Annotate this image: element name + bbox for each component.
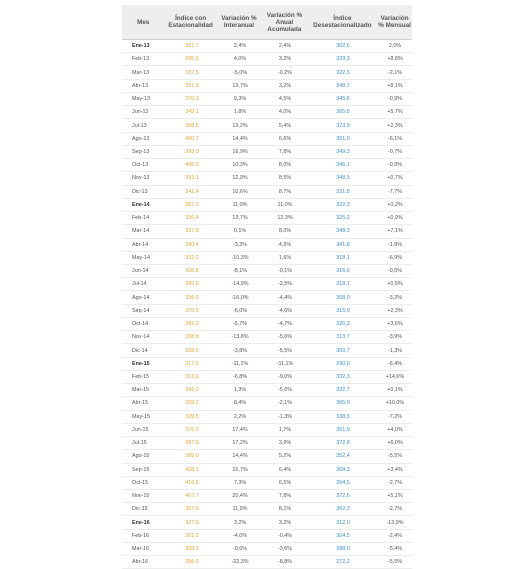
cell-mes: Abr-14 <box>132 241 149 248</box>
cell-mens: +3,6% <box>387 321 403 328</box>
cell-acum: -5,5% <box>277 347 293 354</box>
cell-des: 315,0 <box>336 307 350 314</box>
cell-inter: -3,3% <box>232 241 248 248</box>
cell-inter: -22,3% <box>231 559 249 566</box>
cell-idx: 370,5 <box>185 307 199 314</box>
cell-mens: -3,9% <box>387 334 403 341</box>
header-indice-desestacionalizado: Índice Desestacionalizado <box>313 15 372 29</box>
cell-mens: 2,0% <box>388 43 402 50</box>
cell-mes: Oct-13 <box>132 162 149 169</box>
table-row <box>122 186 412 199</box>
table-row <box>122 344 412 357</box>
cell-idx: 330,6 <box>185 281 199 288</box>
cell-mens: -1,3% <box>387 347 403 354</box>
cell-inter: 13,7% <box>232 82 248 89</box>
cell-des: 362,3 <box>336 506 350 513</box>
cell-acum: -0,2% <box>277 69 293 76</box>
cell-idx: 327,5 <box>185 519 199 526</box>
cell-mes: Sep-15 <box>132 466 150 473</box>
cell-acum: 1,6% <box>278 254 292 261</box>
cell-mens: -0,5% <box>387 268 403 275</box>
table-row <box>122 199 412 212</box>
cell-des: 329,3 <box>336 56 350 63</box>
cell-inter: -16,0% <box>231 294 249 301</box>
cell-mens: -3,2% <box>387 294 403 301</box>
cell-mens: +10,0% <box>385 400 405 407</box>
cell-mens: -7,2% <box>387 413 403 420</box>
cell-mens: +14,6% <box>385 373 405 380</box>
table-row <box>122 411 412 424</box>
header-variacion-mensual: Variación % Mensual <box>378 15 411 29</box>
cell-mens: +2,3% <box>387 307 403 314</box>
cell-inter: 13,7% <box>232 215 248 222</box>
cell-idx: 339,5 <box>185 413 199 420</box>
cell-mes: Mar-16 <box>132 546 150 553</box>
cell-mes: Ago-13 <box>132 135 150 142</box>
cell-mes: Ene-13 <box>132 43 150 50</box>
cell-des: 349,3 <box>336 148 350 155</box>
cell-mes: Dic-15 <box>132 506 148 513</box>
cell-acum: 5,2% <box>278 453 292 460</box>
table-row <box>122 516 412 529</box>
cell-acum: -4,6% <box>277 307 293 314</box>
cell-des: 345,6 <box>336 96 350 103</box>
table-row <box>122 225 412 238</box>
cell-des: 302,6 <box>336 43 350 50</box>
cell-mes: Feb-15 <box>132 373 150 380</box>
cell-mes: Feb-14 <box>132 215 150 222</box>
table-row <box>122 503 412 516</box>
cell-idx: 351,9 <box>185 82 199 89</box>
cell-des: 351,9 <box>336 426 350 433</box>
cell-mens: -0,9% <box>387 96 403 103</box>
cell-des: 348,3 <box>336 228 350 235</box>
cell-mes: Ago-14 <box>132 294 150 301</box>
cell-idx: 286,5 <box>185 559 199 566</box>
cell-inter: -4,0% <box>232 532 248 539</box>
table-row <box>122 40 412 53</box>
cell-mes: Ene-14 <box>132 201 150 208</box>
cell-inter: 10,3% <box>232 162 248 169</box>
cell-mes: Mar-14 <box>132 228 150 235</box>
cell-des: 346,1 <box>336 162 350 169</box>
table-row <box>122 53 412 66</box>
cell-idx: 405,3 <box>185 162 199 169</box>
cell-mes: Jul-13 <box>132 122 147 129</box>
cell-inter: -13,8% <box>231 334 249 341</box>
cell-acum: 4,9% <box>278 241 292 248</box>
cell-idx: 321,7 <box>185 43 199 50</box>
cell-mes: Jul-15 <box>132 440 147 447</box>
cell-mes: Ene-16 <box>132 519 150 526</box>
cell-idx: 376,5 <box>185 426 199 433</box>
cell-mes: May-14 <box>132 254 150 261</box>
cell-des: 348,5 <box>336 175 350 182</box>
cell-mes: Oct-14 <box>132 321 149 328</box>
cell-des: 322,3 <box>336 201 350 208</box>
cell-idx: 369,2 <box>185 400 199 407</box>
cell-idx: 336,4 <box>185 215 199 222</box>
cell-mens: -13,9% <box>386 519 404 526</box>
cell-mes: May-15 <box>132 413 150 420</box>
cell-mes: Oct-15 <box>132 479 149 486</box>
cell-inter: 7,3% <box>233 479 247 486</box>
header-mes: Mes <box>137 18 150 26</box>
cell-inter: -5,7% <box>232 321 248 328</box>
cell-inter: -3,8% <box>232 347 248 354</box>
table-row <box>122 278 412 291</box>
table-row <box>122 172 412 185</box>
table-row <box>122 464 412 477</box>
cell-mes: Ago-15 <box>132 453 150 460</box>
cell-des: 325,2 <box>336 215 350 222</box>
cell-mes: Feb-16 <box>132 532 150 539</box>
cell-acum: -2,1% <box>277 400 293 407</box>
cell-des: 309,7 <box>336 347 350 354</box>
cell-inter: -6,8% <box>232 373 248 380</box>
cell-acum: -9,0% <box>277 373 293 380</box>
cell-idx: 340,4 <box>185 241 199 248</box>
cell-acum: 1,7% <box>278 426 292 433</box>
cell-mens: +8,8% <box>387 56 403 63</box>
cell-mes: Ene-15 <box>132 360 150 367</box>
cell-mens: +0,5% <box>387 281 403 288</box>
cell-mes: Abr-15 <box>132 400 149 407</box>
cell-mens: -6,4% <box>387 360 403 367</box>
cell-mes: Abr-16 <box>132 559 149 566</box>
cell-acum: 12,3% <box>277 215 293 222</box>
cell-des: 308,0 <box>336 294 350 301</box>
cell-mens: +7,1% <box>387 228 403 235</box>
cell-mens: -2,7% <box>387 506 403 513</box>
cell-mes: Mar-13 <box>132 69 150 76</box>
cell-mes: Dic-13 <box>132 188 148 195</box>
cell-idx: 387,5 <box>185 440 199 447</box>
cell-inter: 8,4% <box>233 400 247 407</box>
cell-inter: 2,4% <box>233 43 247 50</box>
table-body <box>122 40 412 569</box>
cell-idx: 320,8 <box>185 268 199 275</box>
cell-mes: Nov-13 <box>132 175 150 182</box>
cell-idx: 317,5 <box>185 360 199 367</box>
header-variacion-acumulada: Variación % Anual Acumulada <box>266 11 303 33</box>
table-row <box>122 490 412 503</box>
cell-mens: +5,1% <box>387 493 403 500</box>
cell-des: 332,7 <box>336 387 350 394</box>
cell-inter: 14,4% <box>232 453 248 460</box>
cell-mens: -7,7% <box>387 188 403 195</box>
cell-acum: -11,1% <box>276 360 294 367</box>
table-row <box>122 556 412 569</box>
cell-acum: 8,0% <box>278 162 292 169</box>
cell-mes: Jul-14 <box>132 281 147 288</box>
cell-inter: 14,4% <box>232 135 248 142</box>
cell-des: 288,0 <box>336 546 350 553</box>
cell-mens: -6,1% <box>387 135 403 142</box>
cell-idx: 388,6 <box>185 122 199 129</box>
cell-acum: -2,5% <box>277 281 293 288</box>
cell-des: 316,6 <box>336 268 350 275</box>
cell-mes: Nov-15 <box>132 493 150 500</box>
cell-mens: +2,3% <box>387 122 403 129</box>
cell-inter: 11,9% <box>232 506 248 513</box>
cell-idx: 301,2 <box>185 532 199 539</box>
cell-inter: -8,1% <box>232 268 248 275</box>
cell-inter: 11,0% <box>232 201 248 208</box>
cell-mens: -0,7% <box>387 148 403 155</box>
cell-mes: Nov-14 <box>132 334 150 341</box>
cell-mes: Abr-13 <box>132 82 149 89</box>
cell-idx: 349,1 <box>185 109 199 116</box>
cell-acum: -4,4% <box>277 294 293 301</box>
cell-acum: 3,2% <box>278 56 292 63</box>
cell-des: 338,5 <box>336 413 350 420</box>
cell-des: 312,0 <box>336 519 350 526</box>
cell-acum: 4,5% <box>278 96 292 103</box>
cell-mens: +3,4% <box>387 466 403 473</box>
table-row <box>122 384 412 397</box>
cell-mens: -2,1% <box>387 69 403 76</box>
cell-acum: -8,8% <box>277 559 293 566</box>
table-row <box>122 424 412 437</box>
cell-inter: 2,2% <box>233 413 247 420</box>
cell-des: 341,8 <box>336 241 350 248</box>
cell-mens: +8,1% <box>387 82 403 89</box>
cell-inter: 10,6% <box>232 188 248 195</box>
table-row <box>122 119 412 132</box>
table-row <box>122 477 412 490</box>
cell-acum: -3,6% <box>277 546 293 553</box>
cell-idx: 332,2 <box>185 254 199 261</box>
cell-des: 348,7 <box>336 82 350 89</box>
cell-mes: Jun-13 <box>132 109 149 116</box>
cell-idx: 342,2 <box>185 387 199 394</box>
cell-acum: 4,0% <box>278 109 292 116</box>
cell-mes: Jun-14 <box>132 268 149 275</box>
table-header <box>122 5 412 40</box>
cell-inter: 17,4% <box>232 426 248 433</box>
cell-des: 321,8 <box>336 188 350 195</box>
table-row <box>122 265 412 278</box>
cell-acum: 3,2% <box>278 519 292 526</box>
cell-acum: 11,0% <box>277 201 293 208</box>
cell-idx: 336,5 <box>185 294 199 301</box>
cell-idx: 328,6 <box>185 347 199 354</box>
cell-des: 304,5 <box>336 532 350 539</box>
cell-mens: -5,4% <box>387 546 403 553</box>
cell-mes: Sep-13 <box>132 148 150 155</box>
cell-inter: -6,0% <box>232 307 248 314</box>
table-row <box>122 543 412 556</box>
table-row <box>122 80 412 93</box>
cell-acum: -5,6% <box>277 334 293 341</box>
cell-acum: -1,3% <box>277 413 293 420</box>
cell-inter: -11,1% <box>231 360 249 367</box>
cell-inter: 13,2% <box>232 122 248 129</box>
cell-acum: -0,1% <box>277 268 293 275</box>
cell-mens: +5,7% <box>387 109 403 116</box>
cell-acum: 7,8% <box>278 148 292 155</box>
cell-idx: 313,6 <box>185 373 199 380</box>
cell-mens: +0,7% <box>387 175 403 182</box>
table-row <box>122 212 412 225</box>
cell-inter: 15,7% <box>232 466 248 473</box>
cell-idx: 295,9 <box>185 56 199 63</box>
table-row <box>122 358 412 371</box>
cell-mens: +6,0% <box>387 440 403 447</box>
cell-idx: 357,0 <box>185 201 199 208</box>
table-row <box>122 133 412 146</box>
cell-acum: 8,7% <box>278 188 292 195</box>
cell-inter: -9,6% <box>232 546 248 553</box>
cell-acum: 6,6% <box>278 135 292 142</box>
cell-des: 364,3 <box>336 466 350 473</box>
cell-inter: 9,3% <box>233 96 247 103</box>
cell-inter: 17,2% <box>232 440 248 447</box>
cell-inter: -5,0% <box>232 69 248 76</box>
cell-des: 313,7 <box>336 334 350 341</box>
table-row <box>122 106 412 119</box>
header-indice-estacionalidad: Índice con Estacionalidad <box>168 15 213 29</box>
cell-idx: 400,7 <box>185 135 199 142</box>
cell-des: 272,2 <box>336 559 350 566</box>
cell-inter: 16,9% <box>232 148 248 155</box>
table-row <box>122 318 412 331</box>
table-row <box>122 397 412 410</box>
table-row <box>122 146 412 159</box>
cell-idx: 410,5 <box>185 479 199 486</box>
cell-des: 372,8 <box>336 440 350 447</box>
cell-acum: -0,4% <box>277 532 293 539</box>
table-row <box>122 437 412 450</box>
cell-des: 354,5 <box>336 479 350 486</box>
cell-idx: 393,9 <box>185 148 199 155</box>
cell-mes: Jun-15 <box>132 426 149 433</box>
cell-des: 318,1 <box>336 254 350 261</box>
cell-mens: +0,2% <box>387 201 403 208</box>
cell-mens: -1,9% <box>387 241 403 248</box>
table-row <box>122 305 412 318</box>
cell-des: 352,4 <box>336 453 350 460</box>
cell-mens: -5,5% <box>387 559 403 566</box>
cell-idx: 393,1 <box>185 175 199 182</box>
cell-acum: 2,4% <box>278 43 292 50</box>
table-row <box>122 239 412 252</box>
cell-mens: -2,4% <box>387 532 403 539</box>
cell-des: 365,8 <box>336 109 350 116</box>
cell-acum: 7,8% <box>278 493 292 500</box>
cell-mes: Mar-15 <box>132 387 150 394</box>
cell-mens: +0,9% <box>387 215 403 222</box>
data-table <box>122 5 412 569</box>
cell-acum: 8,0% <box>278 228 292 235</box>
header-variacion-interanual: Variación % Interanual <box>221 15 257 29</box>
cell-mes: Feb-13 <box>132 56 150 63</box>
cell-mens: +0,1% <box>387 387 403 394</box>
cell-mes: Sep-14 <box>132 307 150 314</box>
cell-mens: -6,9% <box>387 254 403 261</box>
cell-mes: Dic-14 <box>132 347 148 354</box>
table-row <box>122 66 412 79</box>
table-row <box>122 93 412 106</box>
cell-des: 290,0 <box>336 360 350 367</box>
cell-mens: -2,7% <box>387 479 403 486</box>
cell-idx: 337,5 <box>185 69 199 76</box>
cell-inter: 1,3% <box>233 387 247 394</box>
cell-acum: 6,4% <box>278 466 292 473</box>
cell-inter: 1,8% <box>233 109 247 116</box>
cell-idx: 367,6 <box>185 506 199 513</box>
cell-des: 372,6 <box>336 493 350 500</box>
cell-des: 373,9 <box>336 122 350 129</box>
cell-des: 351,0 <box>336 135 350 142</box>
cell-inter: 4,0% <box>233 56 247 63</box>
cell-idx: 337,8 <box>185 228 199 235</box>
cell-acum: 6,5% <box>278 479 292 486</box>
cell-inter: -14,9% <box>231 281 249 288</box>
table-row <box>122 530 412 543</box>
cell-idx: 309,2 <box>185 546 199 553</box>
cell-acum: 3,9% <box>278 440 292 447</box>
table-row <box>122 252 412 265</box>
cell-mes: May-13 <box>132 96 150 103</box>
cell-acum: 5,4% <box>278 122 292 129</box>
cell-mens: +4,0% <box>387 426 403 433</box>
cell-des: 318,1 <box>336 281 350 288</box>
cell-acum: -5,6% <box>277 387 293 394</box>
cell-des: 365,0 <box>336 400 350 407</box>
cell-des: 332,3 <box>336 373 350 380</box>
cell-idx: 341,4 <box>185 188 199 195</box>
cell-acum: 8,1% <box>278 506 292 513</box>
cell-acum: -4,7% <box>277 321 293 328</box>
cell-inter: 12,9% <box>232 175 248 182</box>
cell-idx: 338,8 <box>185 334 199 341</box>
cell-inter: -10,3% <box>231 254 249 261</box>
cell-acum: 3,2% <box>278 82 292 89</box>
table-row <box>122 371 412 384</box>
table-row <box>122 331 412 344</box>
cell-inter: 3,2% <box>233 519 247 526</box>
cell-idx: 370,3 <box>185 96 199 103</box>
cell-mens: -5,5% <box>387 453 403 460</box>
table-row <box>122 291 412 304</box>
cell-idx: 428,1 <box>185 466 199 473</box>
cell-acum: 8,5% <box>278 175 292 182</box>
cell-idx: 407,7 <box>185 493 199 500</box>
cell-des: 322,5 <box>336 69 350 76</box>
cell-idx: 385,0 <box>185 453 199 460</box>
table-row <box>122 450 412 463</box>
table-row <box>122 159 412 172</box>
cell-mens: -0,9% <box>387 162 403 169</box>
cell-idx: 382,3 <box>185 321 199 328</box>
cell-des: 326,3 <box>336 321 350 328</box>
cell-inter: 20,4% <box>232 493 248 500</box>
cell-inter: 0,1% <box>233 228 247 235</box>
